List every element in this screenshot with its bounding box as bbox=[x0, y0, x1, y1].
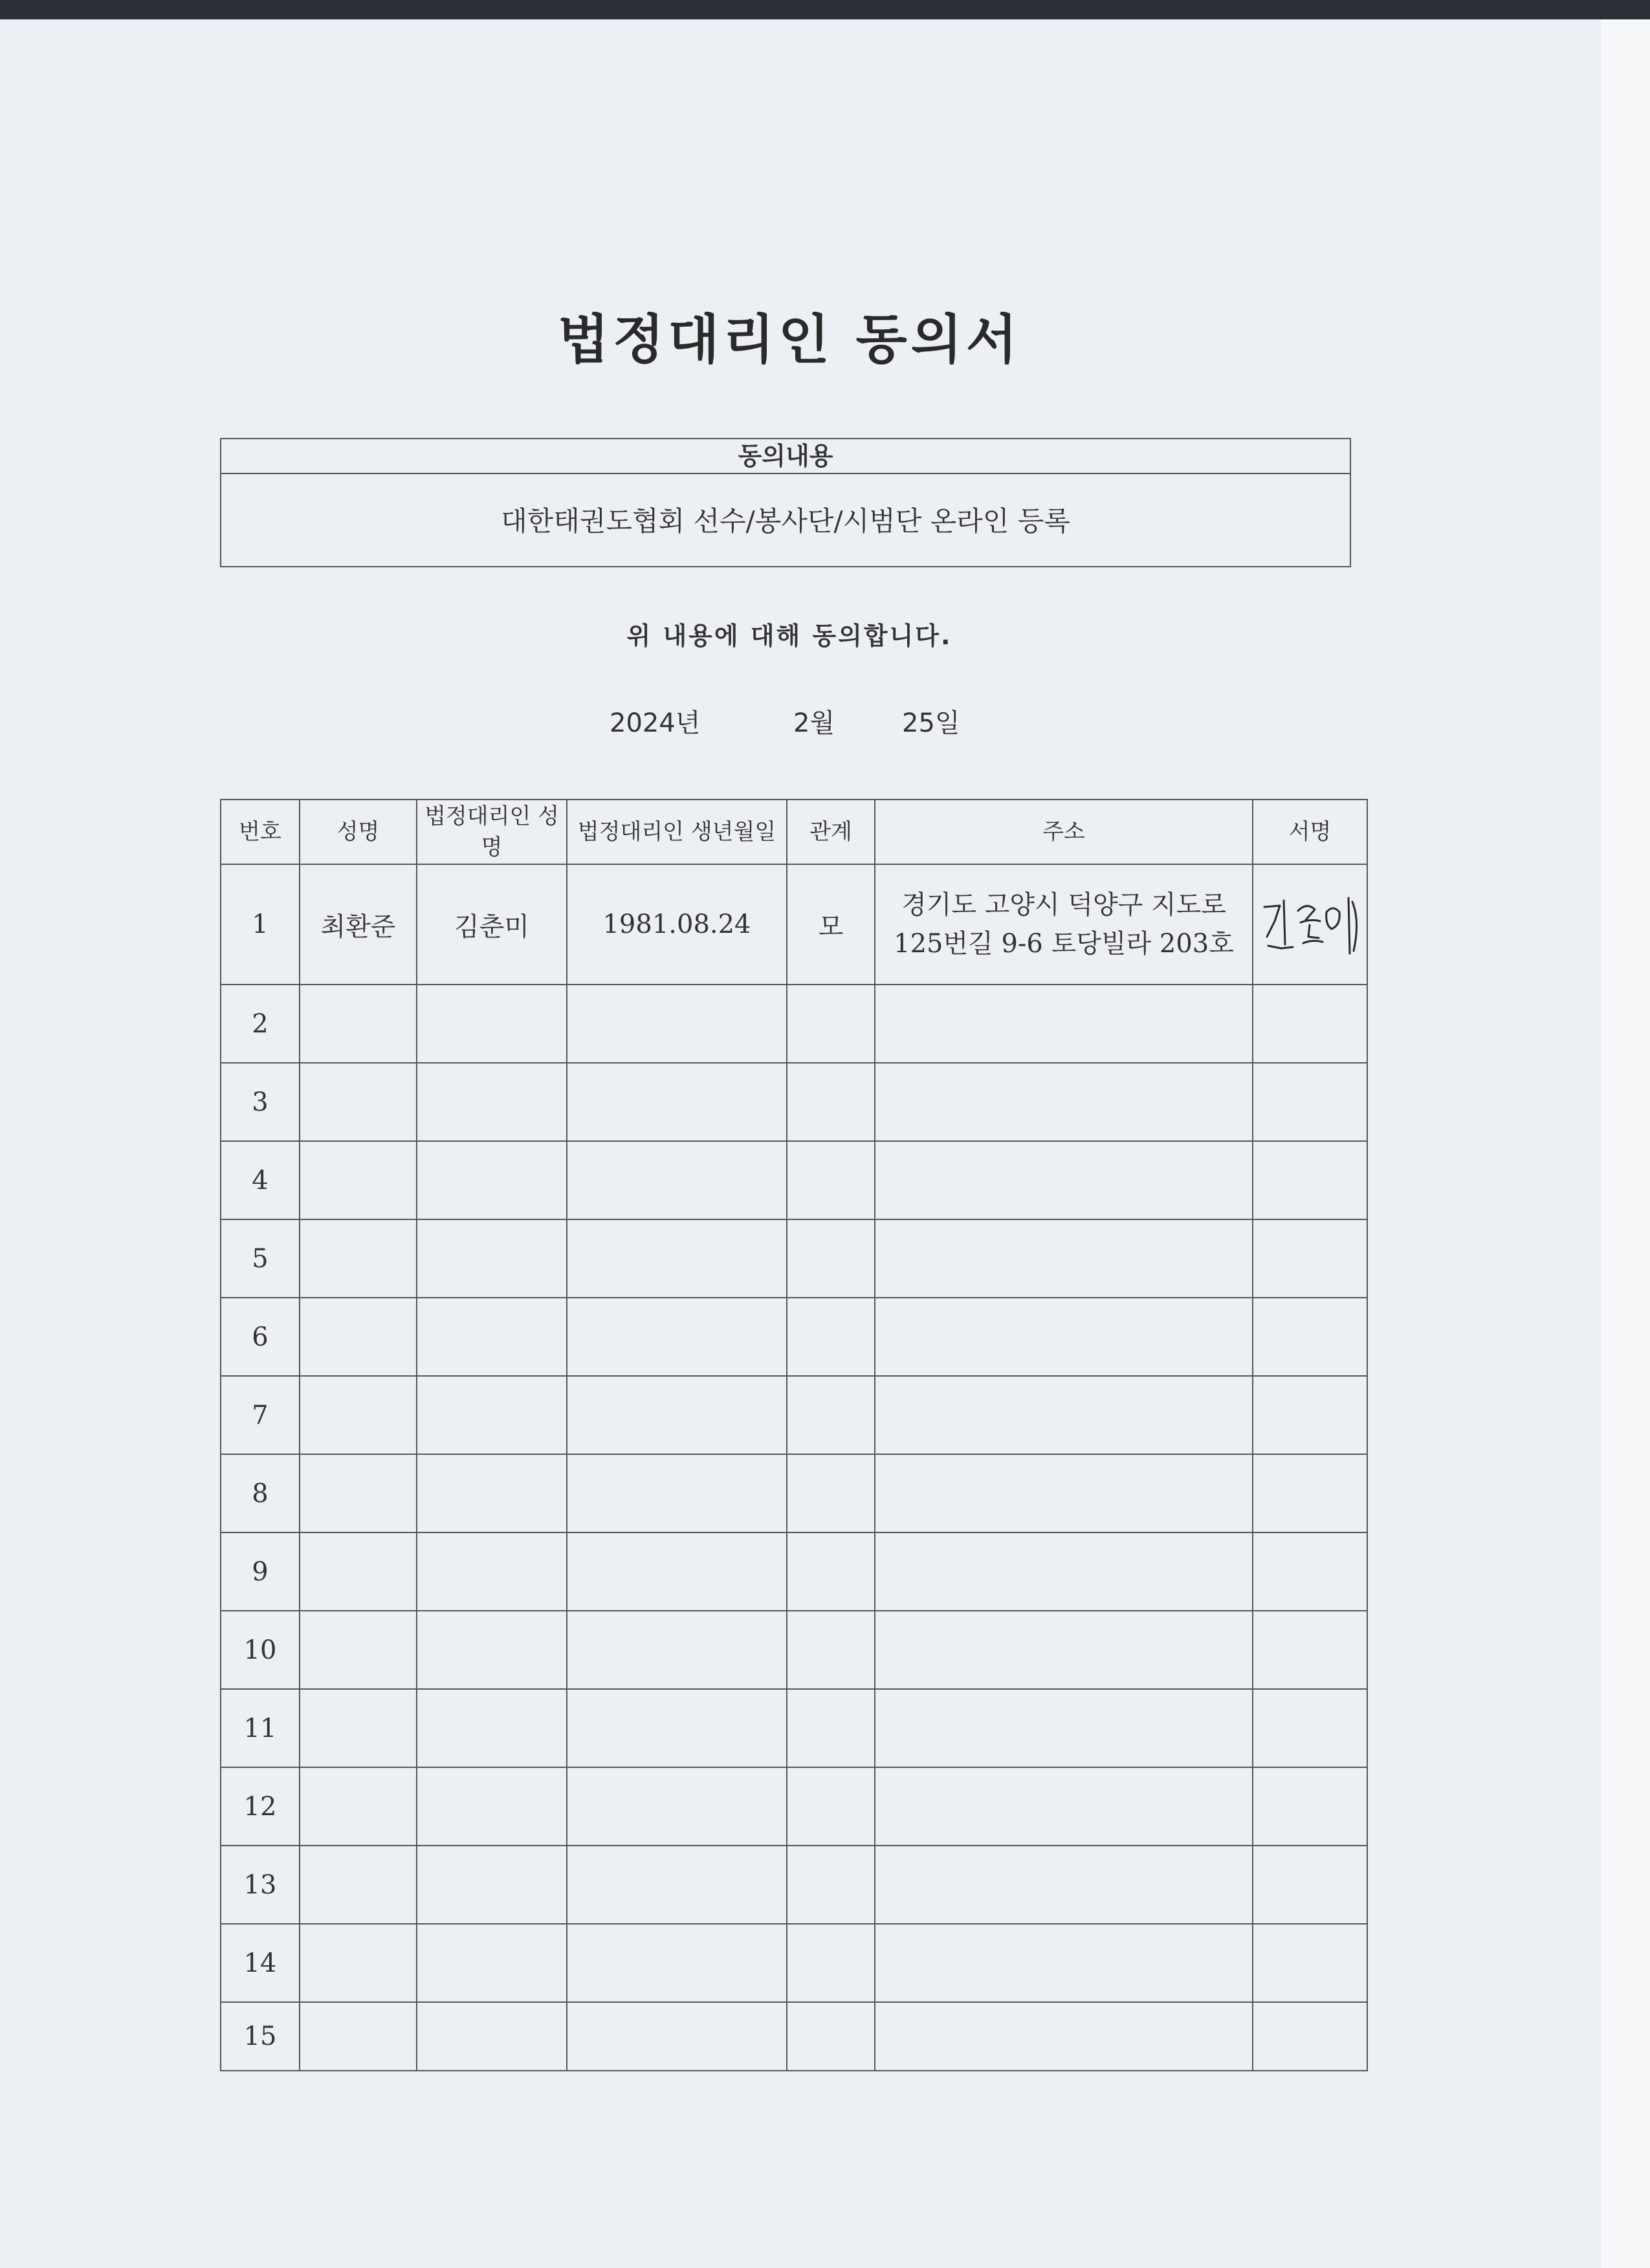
handwritten-signature bbox=[1255, 882, 1365, 966]
table-row bbox=[221, 1924, 1367, 2002]
cell-no: 3 bbox=[221, 1063, 300, 1141]
consent-header: 동의내용 bbox=[221, 439, 1350, 474]
cell-no: 7 bbox=[221, 1376, 300, 1454]
table-row bbox=[221, 1141, 1367, 1219]
table-row bbox=[221, 1532, 1367, 1611]
cell-no: 1 bbox=[221, 864, 300, 985]
cell-name: 최환준 bbox=[300, 864, 417, 985]
header-signature: 서명 bbox=[1253, 800, 1367, 864]
guardian-table bbox=[220, 799, 1368, 2071]
header-relation: 관계 bbox=[787, 800, 875, 864]
table-row bbox=[221, 1063, 1367, 1141]
cell-no: 4 bbox=[221, 1141, 300, 1219]
cell-address: 경기도 고양시 덕양구 지도로 125번길 9-6 토당빌라 203호 bbox=[875, 864, 1253, 985]
table-row bbox=[221, 1767, 1367, 1846]
header-address: 주소 bbox=[875, 800, 1253, 864]
table-header-row bbox=[221, 800, 1367, 864]
date-year: 2024년 bbox=[610, 708, 701, 738]
table-row bbox=[221, 985, 1367, 1063]
table-row bbox=[221, 1219, 1367, 1298]
paper-edge bbox=[1601, 19, 1650, 2268]
cell-no: 5 bbox=[221, 1219, 300, 1298]
cell-no: 11 bbox=[221, 1689, 300, 1767]
date-day: 25일 bbox=[902, 708, 960, 738]
table-row bbox=[221, 1846, 1367, 1924]
header-no: 번호 bbox=[221, 800, 300, 864]
table-row bbox=[221, 1689, 1367, 1767]
cell-guardian-birth: 1981.08.24 bbox=[567, 864, 787, 985]
table-row bbox=[221, 1611, 1367, 1689]
cell-no: 2 bbox=[221, 985, 300, 1063]
consent-box bbox=[220, 438, 1351, 567]
header-name: 성명 bbox=[300, 800, 417, 864]
table-row bbox=[221, 1376, 1367, 1454]
cell-no: 12 bbox=[221, 1767, 300, 1846]
document-title: 법정대리인 동의서 bbox=[557, 309, 1022, 371]
cell-relation: 모 bbox=[787, 864, 875, 985]
table-row bbox=[221, 1454, 1367, 1532]
date-month: 2월 bbox=[793, 708, 835, 738]
table-row bbox=[221, 864, 1367, 985]
table-row bbox=[221, 2002, 1367, 2071]
table-row bbox=[221, 1298, 1367, 1376]
agreement-text: 위 내용에 대해 동의합니다. bbox=[626, 622, 952, 650]
cell-no: 9 bbox=[221, 1532, 300, 1611]
cell-no: 10 bbox=[221, 1611, 300, 1689]
cell-no: 13 bbox=[221, 1846, 300, 1924]
header-guardian-name: 법정대리인 성명 bbox=[417, 800, 567, 864]
cell-no: 15 bbox=[221, 2002, 300, 2071]
consent-text: 대한태권도협회 선수/봉사단/시범단 온라인 등록 bbox=[501, 505, 1070, 537]
cell-no: 8 bbox=[221, 1454, 300, 1532]
cell-no: 14 bbox=[221, 1924, 300, 2002]
cell-guardian-name: 김춘미 bbox=[417, 864, 567, 985]
cell-no: 6 bbox=[221, 1298, 300, 1376]
header-guardian-birth: 법정대리인 생년월일 bbox=[567, 800, 787, 864]
cell-signature bbox=[1253, 864, 1367, 985]
